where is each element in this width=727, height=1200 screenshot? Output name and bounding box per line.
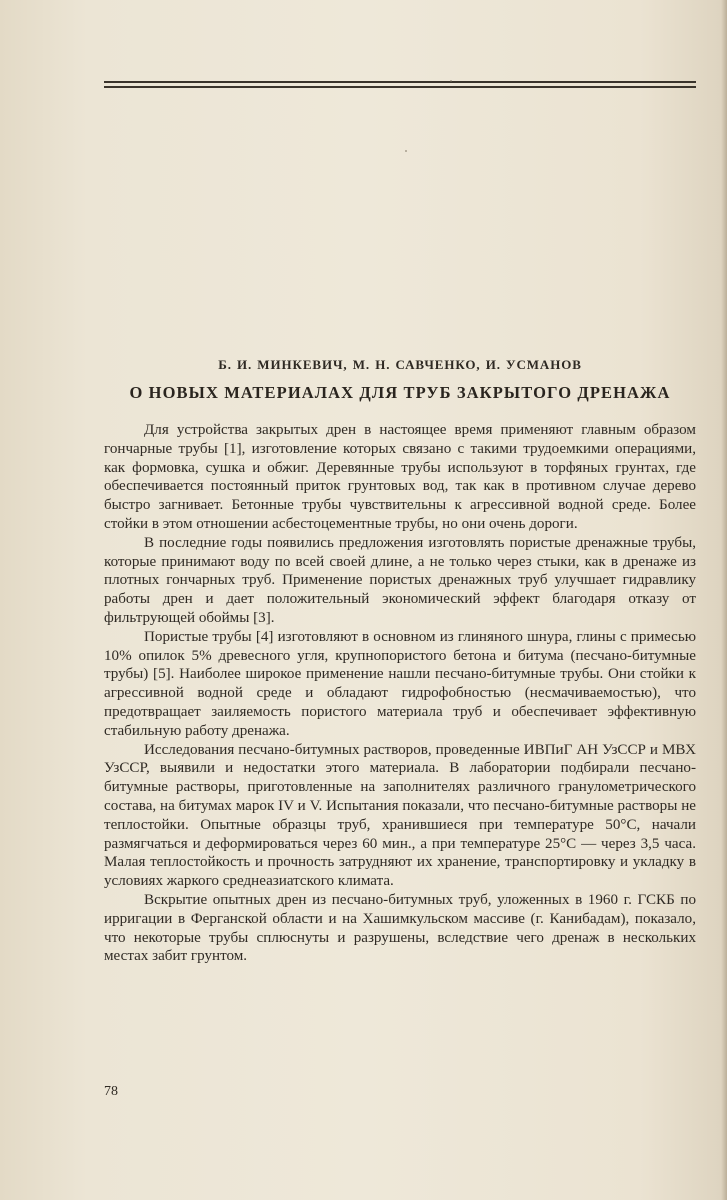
body-paragraph: Пористые трубы [4] изготовляют в основном из глиняного шнура, глины с примесью 10% опилок 5% древесного угля, крупнопористого бетона и битума (песчано-битумные трубы) [5]. Наиболее широкое применение нашли песчано-битумные трубы. Они стойки к агрессивной водной среде и обладают гидрофобностью (несмачиваемостью), что предотвращает заиляемость пористого материала труб и обеспечивает эффективную стабильную работу дренажа. xyxy=(104,628,696,739)
article-authors: Б. И. МИНКЕВИЧ, М. Н. САВЧЕНКО, И. УСМАНОВ xyxy=(218,357,582,372)
header-rule-bottom xyxy=(104,86,696,88)
header-rule-top xyxy=(104,81,696,83)
body-paragraph: Для устройства закрытых дрен в настоящее время применяют главным образом гончарные трубы [1], изготовление которых связано с такими трудоемкими операциями, как формовка, сушка и обжиг. Деревянные трубы используют в торфяных грунтах, где обеспечивается постоянный приток грунтовых вод, так как в противном случае дерево быстро загнивает. Бетонные трубы чувствительны к агрессивной водной среде. Более стойки в этом отношении асбестоцементные трубы, но они очень дороги. xyxy=(104,422,696,532)
body-paragraph: Вскрытие опытных дрен из песчано-битумных труб, уложенных в 1960 г. ГСКБ по ирригации в Ферганской области и на Хашимкульском массиве (г. Канибадам), показало, что некоторые трубы сплюснуты и разрушены, вследствие чего дренаж в нескольких местах забит грунтом. xyxy=(104,891,696,965)
article-title: О НОВЫХ МАТЕРИАЛАХ ДЛЯ ТРУБ ЗАКРЫТОГО ДРЕНАЖА xyxy=(129,383,671,402)
page-edge-shadow xyxy=(721,0,727,1200)
body-paragraph: Исследования песчано-битумных растворов, проведенные ИВПиГ АН УзССР и МВХ УзССР, выявили и недостатки этого материала. В лаборатории подбирали песчано-битумные растворы, приготовленные на заполнителях различного гранулометрического состава, на битумах марок IV и V. Испытания показали, что песчано-битумные растворы не теплостойки. Опытные образцы труб, хранившиеся при температуре 50°С, начали размягчаться и деформироваться через 60 мин., а при температуре 25°С — через 3,5 часа. Малая теплостойкость и прочность затрудняют их хранение, транспортировку и укладку в условиях жаркого среднеазиатского климата. xyxy=(104,741,696,890)
page-number: 78 xyxy=(104,1084,118,1099)
paper-speck xyxy=(450,80,452,82)
body-paragraph: В последние годы появились предложения изготовлять пористые дренажные трубы, которые принимают воду по всей своей длине, а не только через стыки, как в дренаже из плотных гончарных труб. Применение пористых дренажных труб улучшает гидравлику работы дрен и дает положительный экономический эффект благодаря отказу от фильтрующей обоймы [3]. xyxy=(104,534,696,626)
article-body xyxy=(104,421,696,966)
paper-speck xyxy=(405,150,407,152)
